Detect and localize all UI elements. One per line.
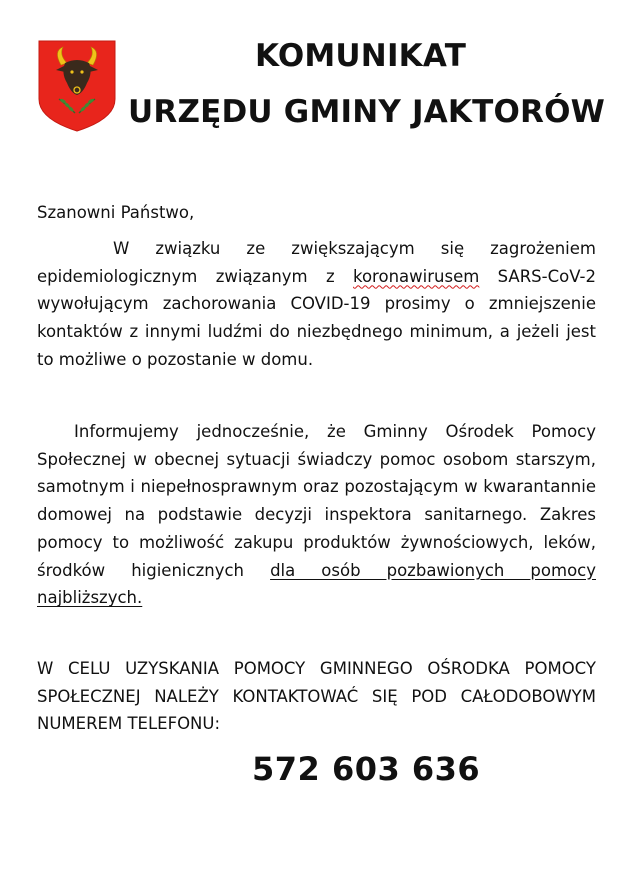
paragraph-2-underlined: dla osób pozbawionych pomocy najbliższych. xyxy=(37,560,596,608)
bison-head-coat-of-arms-icon xyxy=(37,39,117,133)
phone-number: 572 603 636 xyxy=(252,750,481,788)
paragraph-gops-help xyxy=(37,418,596,612)
paragraph-1-text-start: W związku ze zwiększającym się zagrożeniem epidemiologicznym związanym z xyxy=(37,239,596,286)
salutation: Szanowni Państwo, xyxy=(37,203,195,222)
paragraph-2-text: Informujemy jednocześnie, że Gminny Ośrodek Pomocy Społecznej w obecnej sytuacji świadczy pomoc osobom starszym, samotnym i niepełnosprawnym oraz pozostającym w kwarantannie domowej na podstawie decyzji inspektora sanitarnego. Zakres pomocy to możliwość zakupu produktów żywnościowych, leków, środków higienicznych xyxy=(37,422,596,580)
spellcheck-highlight: koronawirusem xyxy=(353,266,480,286)
paragraph-covid-notice xyxy=(37,235,596,374)
paragraph-1-text-end: SARS-CoV-2 wywołującym zachorowania COVID-19 prosimy o zmniejszenie kontaktów z innymi ludźmi do niezbędnego minimum, a jeżeli jest to możliwe o pozostanie w domu. xyxy=(37,266,596,369)
page-title-line-2: URZĘDU GMINY JAKTORÓW xyxy=(128,94,606,130)
paragraph-contact-instructions: W CELU UZYSKANIA POMOCY GMINNEGO OŚRODKA POMOCY SPOŁECZNEJ NALEŻY KONTAKTOWAĆ SIĘ POD CAŁODOBOWYM NUMEREM TELEFONU: xyxy=(37,659,596,734)
page-title-line-1: KOMUNIKAT xyxy=(255,38,467,74)
